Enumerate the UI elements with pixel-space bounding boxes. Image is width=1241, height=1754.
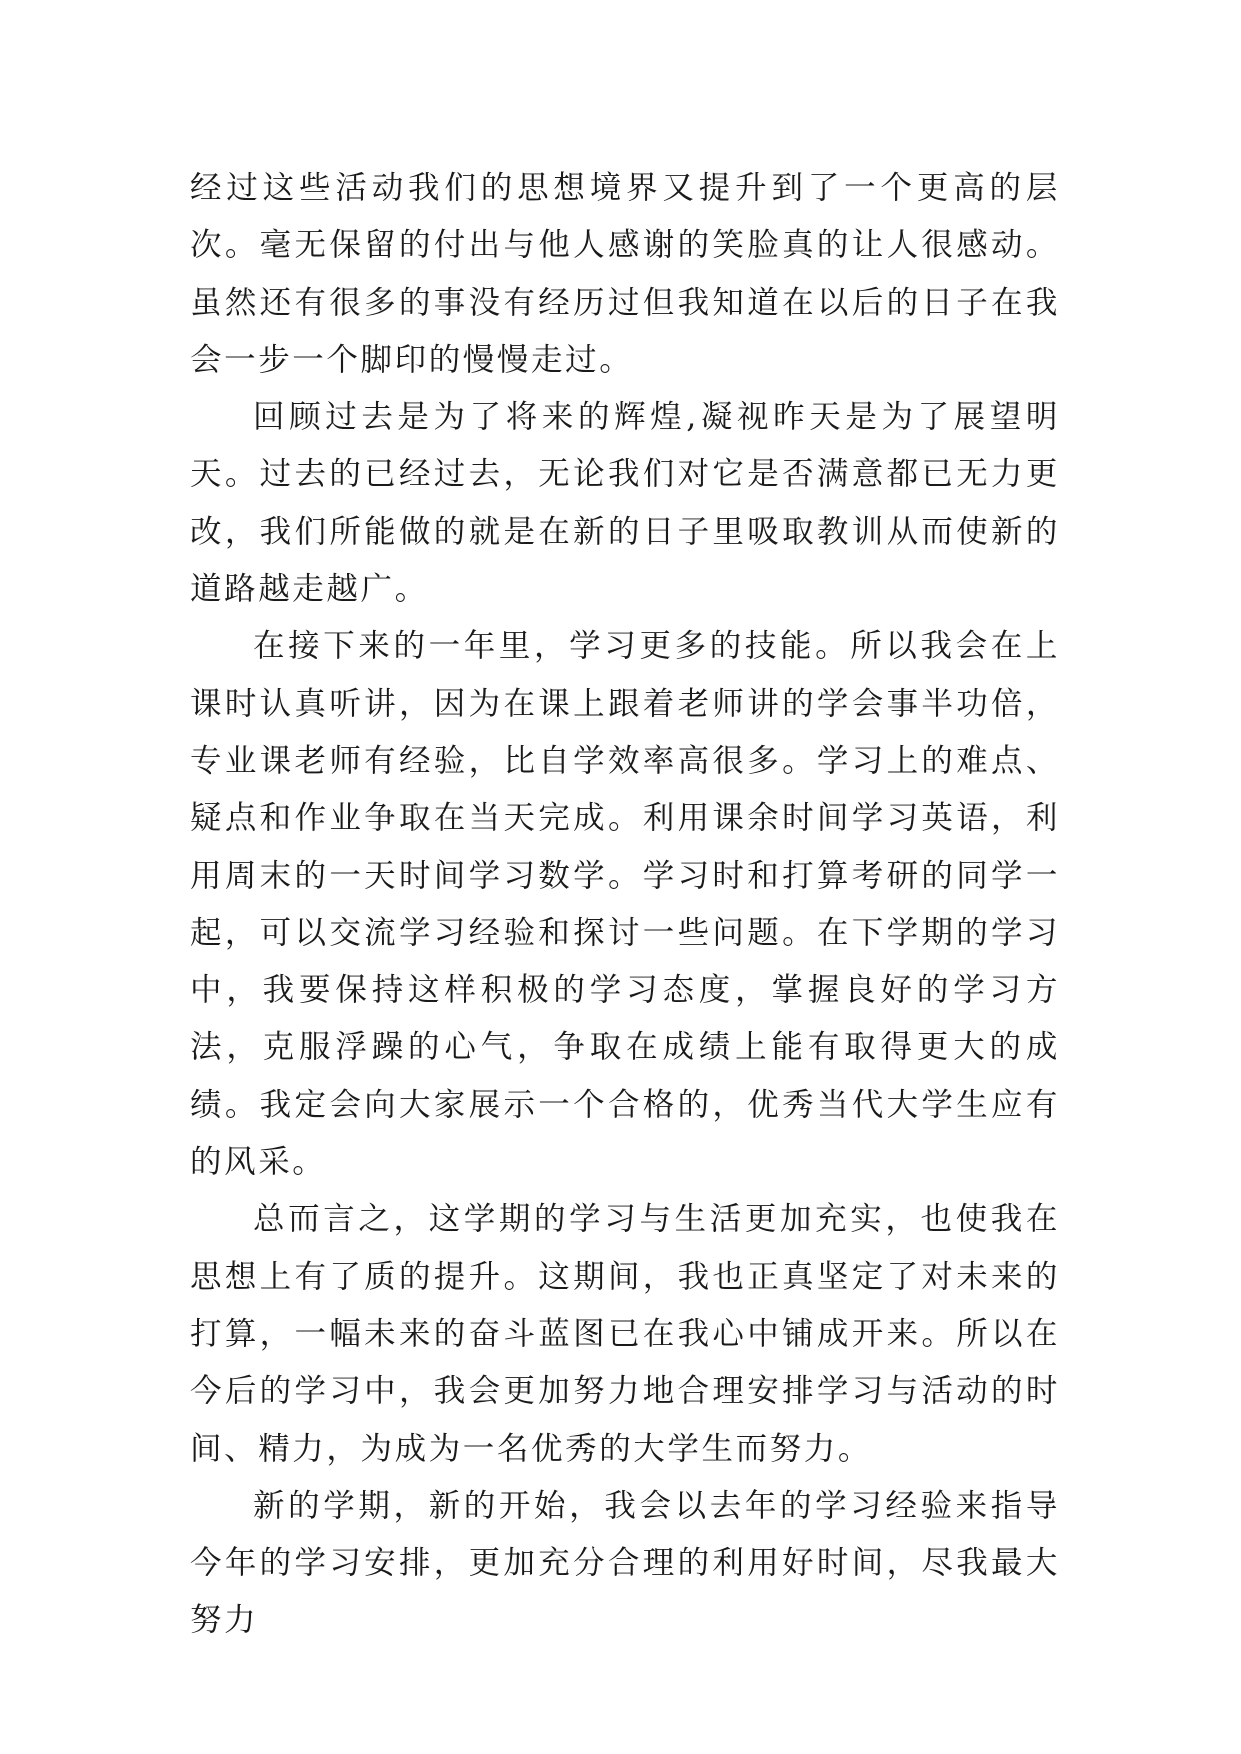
paragraph-5: 新的学期，新的开始，我会以去年的学习经验来指导今年的学习安排，更加充分合理的利用好时间，尽我最大努力 xyxy=(190,1487,1060,1639)
paragraph-3: 在接下来的一年里，学习更多的技能。所以我会在上课时认真听讲，因为在课上跟着老师讲的学会事半功倍，专业课老师有经验，比自学效率高很多。学习上的难点、疑点和作业争取在当天完成。利用课余时间学习英语，利用周末的一天时间学习数学。学习时和打算考研的同学一起，可以交流学习经验和探讨一些问题。在下学期的学习中，我要保持这样积极的学习态度，掌握良好的学习方法，克服浮躁的心气，争取在成绩上能有取得更大的成绩。我定会向大家展示一个合格的，优秀当代大学生应有的风采。 xyxy=(190,628,1060,1181)
paragraph-4: 总而言之，这学期的学习与生活更加充实，也使我在思想上有了质的提升。这期间，我也正真坚定了对未来的打算，一幅未来的奋斗蓝图已在我心中铺成开来。所以在今后的学习中，我会更加努力地合理安排学习与活动的时间、精力，为成为一名优秀的大学生而努力。 xyxy=(190,1201,1060,1467)
document-body xyxy=(190,160,1060,1650)
paragraph-2: 回顾过去是为了将来的辉煌,凝视昨天是为了展望明天。过去的已经过去，无论我们对它是否满意都已无力更改，我们所能做的就是在新的日子里吸取教训从而使新的道路越走越广。 xyxy=(190,399,1060,608)
paragraph-1: 经过这些活动我们的思想境界又提升到了一个更高的层次。毫无保留的付出与他人感谢的笑脸真的让人很感动。虽然还有很多的事没有经历过但我知道在以后的日子在我会一步一个脚印的慢慢走过。 xyxy=(190,170,1060,378)
